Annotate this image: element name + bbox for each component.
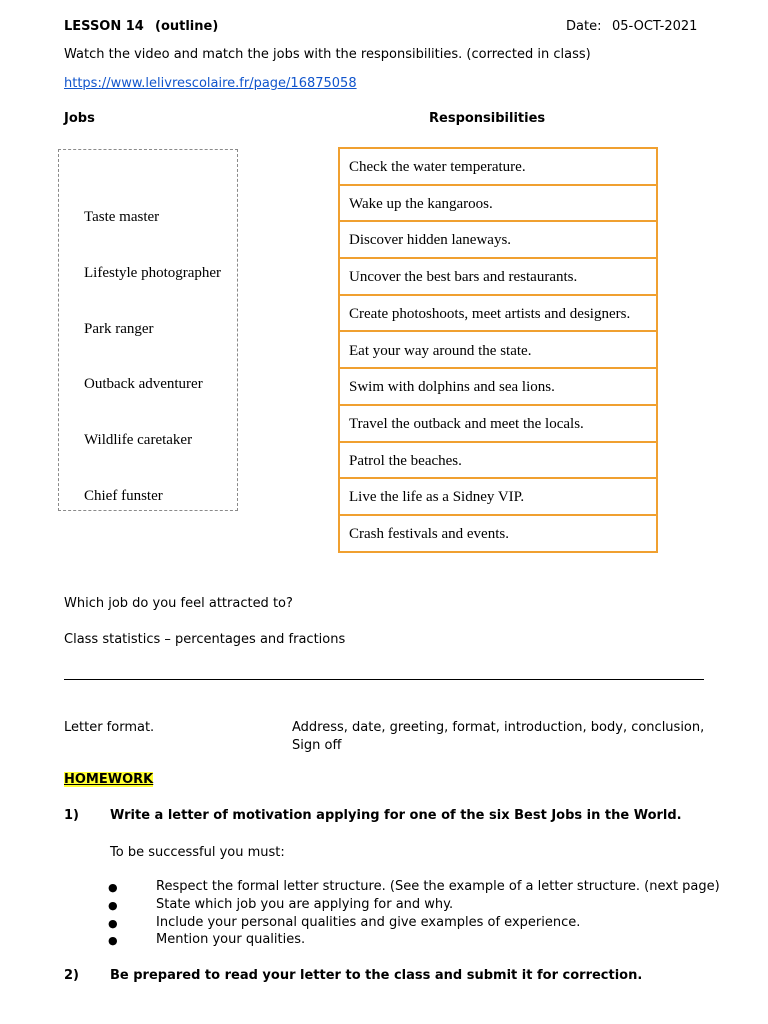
responsibility-row: Crash festivals and events. — [349, 526, 509, 542]
letter-format-line2: Sign off — [292, 738, 342, 753]
responsibility-row: Swim with dolphins and sea lions. — [340, 369, 656, 406]
bullet-icon: ● — [108, 934, 118, 947]
bullet-icon: ● — [108, 899, 118, 912]
bullet-item: State which job you are applying for and why. — [156, 897, 454, 912]
date-label: Date: — [566, 19, 602, 34]
bullet-item: Include your personal qualities and give examples of experience. — [156, 915, 581, 930]
responsibility-row: Live the life as a Sidney VIP. — [340, 479, 656, 516]
bullet-item: Respect the formal letter structure. (See the example of a letter structure. (next page) — [156, 879, 720, 894]
video-link[interactable]: https://www.lelivrescolaire.fr/page/16875058 — [64, 76, 357, 91]
responsibility-row: Patrol the beaches. — [340, 443, 656, 480]
job-item-chief-funster: Chief funster — [84, 488, 163, 504]
responsibility-row: Check the water temperature. — [340, 149, 656, 186]
success-intro: To be successful you must: — [110, 845, 285, 860]
bullet-icon: ● — [108, 881, 118, 894]
homework-title: HOMEWORK — [64, 772, 154, 787]
date-value: 05-OCT-2021 — [612, 19, 698, 34]
question-text: Which job do you feel attracted to? — [64, 596, 293, 611]
homework-item-1-number: 1) — [64, 808, 79, 823]
bullet-icon: ● — [108, 917, 118, 930]
responsibilities-table — [338, 147, 658, 553]
responsibility-row: Travel the outback and meet the locals. — [340, 406, 656, 443]
responsibility-row: Discover hidden laneways. — [340, 222, 656, 259]
job-item-wildlife-caretaker: Wildlife caretaker — [84, 432, 193, 448]
responsibilities-heading: Responsibilities — [429, 111, 546, 126]
responsibility-row: Wake up the kangaroos. — [340, 186, 656, 223]
homework-item-2-number: 2) — [64, 968, 79, 983]
lesson-title: LESSON 14 — [64, 19, 144, 34]
letter-format-label: Letter format. — [64, 720, 155, 735]
responsibility-row: Uncover the best bars and restaurants. — [340, 259, 656, 296]
homework-item-1-text: Write a letter of motivation applying for one of the six Best Jobs in the World. — [110, 808, 682, 823]
responsibility-row: Create photoshoots, meet artists and designers. — [340, 296, 656, 333]
bullet-item: Mention your qualities. — [156, 932, 306, 947]
job-item-park-ranger: Park ranger — [84, 321, 154, 337]
homework-item-2-text: Be prepared to read your letter to the class and submit it for correction. — [110, 968, 643, 983]
divider-line — [64, 679, 704, 680]
instructions-text: Watch the video and match the jobs with the responsibilities. (corrected in class) — [64, 47, 591, 62]
job-item-taste-master: Taste master — [84, 209, 160, 225]
jobs-heading: Jobs — [64, 111, 95, 126]
class-statistics-text: Class statistics – percentages and fractions — [64, 632, 346, 647]
outline-label: (outline) — [155, 19, 219, 34]
job-item-outback-adventurer: Outback adventurer — [84, 376, 203, 392]
job-item-lifestyle-photographer: Lifestyle photographer — [84, 265, 222, 281]
letter-format-line1: Address, date, greeting, format, introduction, body, conclusion, — [292, 720, 705, 735]
responsibility-row: Eat your way around the state. — [340, 333, 656, 370]
